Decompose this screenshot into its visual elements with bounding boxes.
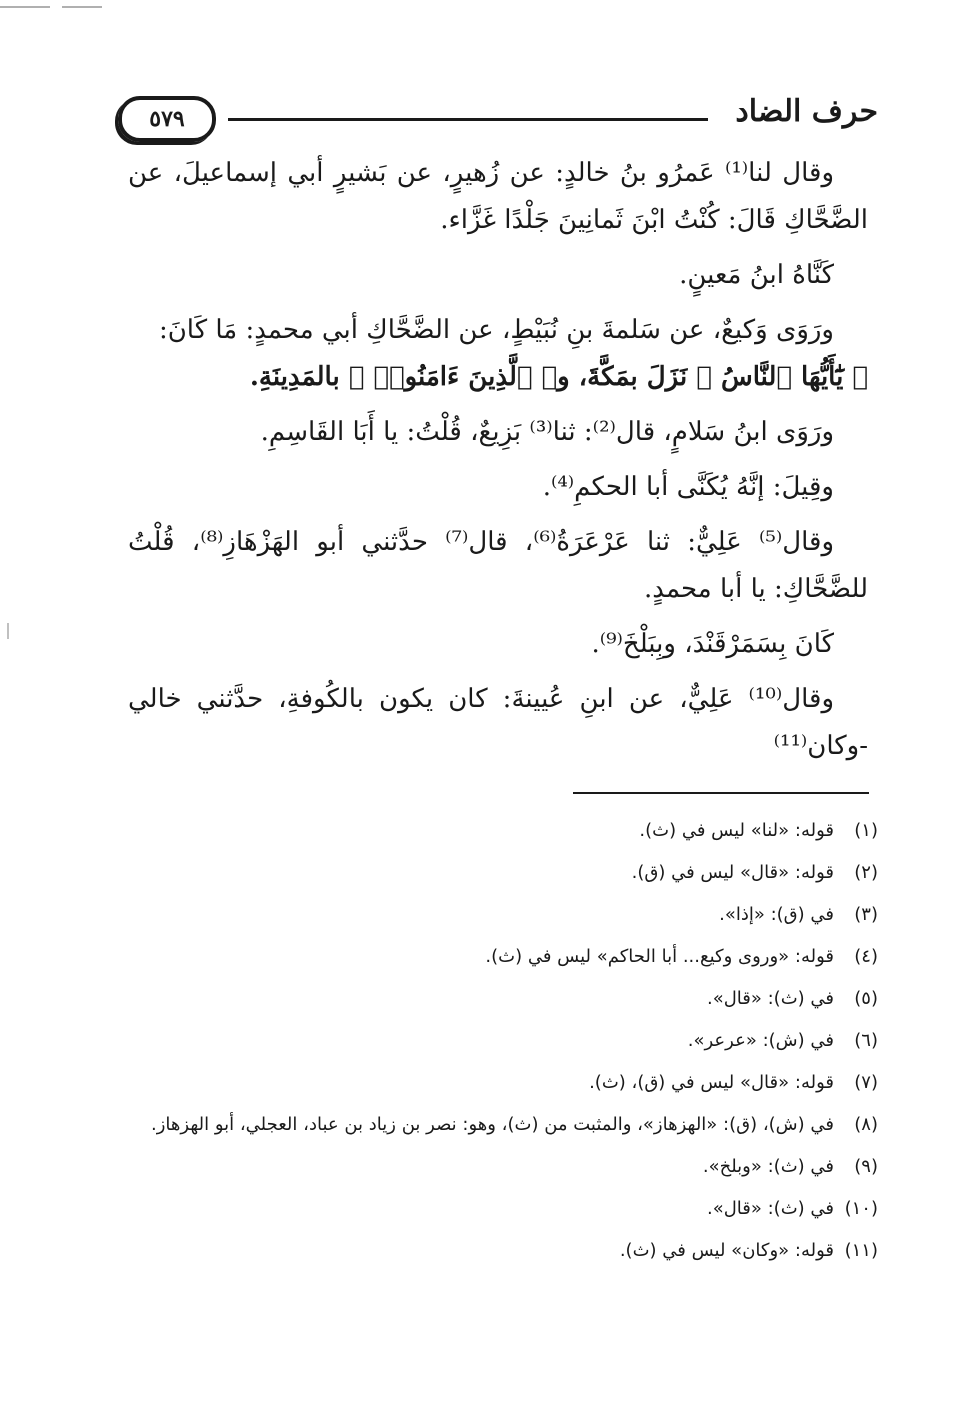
scan-margin-mark — [7, 623, 9, 639]
page-header — [118, 92, 878, 144]
footnote — [133, 1192, 878, 1226]
footnote-text: في (ث): «قال». — [706, 1198, 834, 1219]
paragraph-kunya-ibn-main: كَنَّاهُ ابنُ مَعينٍ. — [679, 260, 834, 290]
paragraph-samarqand-balkh: كَانَ بِسَمَرْقَنْدَ، وبِبَلْخَ⁽⁹⁾. — [591, 629, 834, 659]
footnote — [133, 898, 878, 932]
paragraph-ibn-uyayna: وقال⁽¹⁰⁾ عَلِيٌّ، عن ابنِ عُيينةَ: كان يكون بالكُوفةِ، حدَّثني خالي -وكان⁽¹¹⁾ — [128, 684, 868, 761]
footnote — [133, 1150, 878, 1184]
footnote-text: قوله: «قال» ليس في (ق). — [631, 862, 834, 883]
footnote — [133, 1024, 878, 1058]
footnote-text: في (ث): «قال». — [706, 988, 834, 1009]
footnote — [133, 982, 878, 1016]
paragraph-ali-arara: وقال⁽⁵⁾ عَلِيٌّ: ثنا عَرْعَرَةُ⁽⁶⁾، قال⁽⁷⁾ حدَّثني أبو الهَزْهَازِ⁽⁸⁾، قُلْتُ للضَّحَّاكِ: يا أبا محمدٍ. — [128, 527, 868, 604]
footnote-number: (٧) — [854, 1072, 878, 1093]
footnote-text: في (ش)، (ق): «الهزهاز»، والمثبت من (ث)، وهو: نصر بن زياد بن عباد، العجلي، أبو الهزهاز. — [151, 1114, 834, 1135]
footnote-number: (٤) — [854, 946, 878, 967]
paragraph-ibn-salam: ورَوَى ابنُ سَلامٍ، قال⁽²⁾: ثنا⁽³⁾ بَزِيعٌ، قُلْتُ: يا أَبَا القَاسِمِ. — [260, 417, 834, 447]
footnote — [133, 856, 878, 890]
header-rule — [228, 118, 708, 121]
footnote-number: (١) — [854, 820, 878, 841]
footnote-text: في (ق): «إذا». — [719, 904, 834, 925]
footnote-text: قوله: «وكان» ليس في (ث). — [619, 1240, 834, 1261]
footnote-number: (١٠) — [844, 1198, 878, 1219]
footnote-text: في (ث): «وبلخ». — [702, 1156, 834, 1177]
footnote-text: قوله: «قال» ليس في (ق)، (ث). — [589, 1072, 834, 1093]
page-number: ٥٧٩ — [149, 106, 185, 132]
footnote-number: (٢) — [854, 862, 878, 883]
paragraph-amr-ibn-khalid: وقال لنا⁽¹⁾ عَمرُو بنُ خالدٍ: عن زُهيرٍ، عن بَشيرٍ أبي إسماعيلَ، عن الضَّحَّاكِ قَالَ: كُنْتُ ابْنَ ثَمانِينَ جَلْدًا غَزَّاء. — [128, 158, 868, 235]
footnote-separator — [573, 792, 869, 794]
main-text — [128, 150, 868, 770]
paragraph-quran-quote: ﴿ يَٰٓأَيُّهَا ٱلنَّاسُ ﴾ نَزَلَ بمَكَّةَ، و﴿ ٱلَّذِينَ ءَامَنُوا۟ ﴾ بالمَدِينَةِ. — [249, 362, 868, 392]
footnote-number: (٦) — [854, 1030, 878, 1051]
page-number-box — [118, 96, 216, 142]
paragraph-waki-narration: ورَوَى وَكيعٌ، عن سَلمةَ بنِ نُبَيْطٍ، عن الضَّحَّاكِ أبي محمدٍ: مَا كَانَ: — [158, 315, 834, 345]
footnote-number: (١١) — [844, 1240, 878, 1261]
footnote-text: في (ش): «عرعر». — [687, 1030, 834, 1051]
footnote — [133, 814, 878, 848]
scan-edge-mark — [62, 6, 102, 8]
footnotes-list — [133, 814, 878, 1276]
paragraph-kunya-abu-al-hakam: وقِيلَ: إنَّهُ يُكَنَّى أبا الحكمِ⁽⁴⁾. — [542, 472, 834, 502]
footnote-text: قوله: «وروى وكيع... أبا الحاكم» ليس في (ث). — [485, 946, 834, 967]
footnote — [133, 1108, 878, 1142]
footnote-number: (٥) — [854, 988, 878, 1009]
footnote — [133, 1066, 878, 1100]
footnote — [133, 940, 878, 974]
footnote-number: (٩) — [854, 1156, 878, 1177]
footnote-number: (٨) — [854, 1114, 878, 1135]
scan-edge-mark — [0, 6, 50, 8]
footnote-number: (٣) — [854, 904, 878, 925]
chapter-title: حرف الضاد — [735, 94, 878, 129]
footnote — [133, 1234, 878, 1268]
footnote-text: قوله: «لنا» ليس في (ث). — [639, 820, 834, 841]
